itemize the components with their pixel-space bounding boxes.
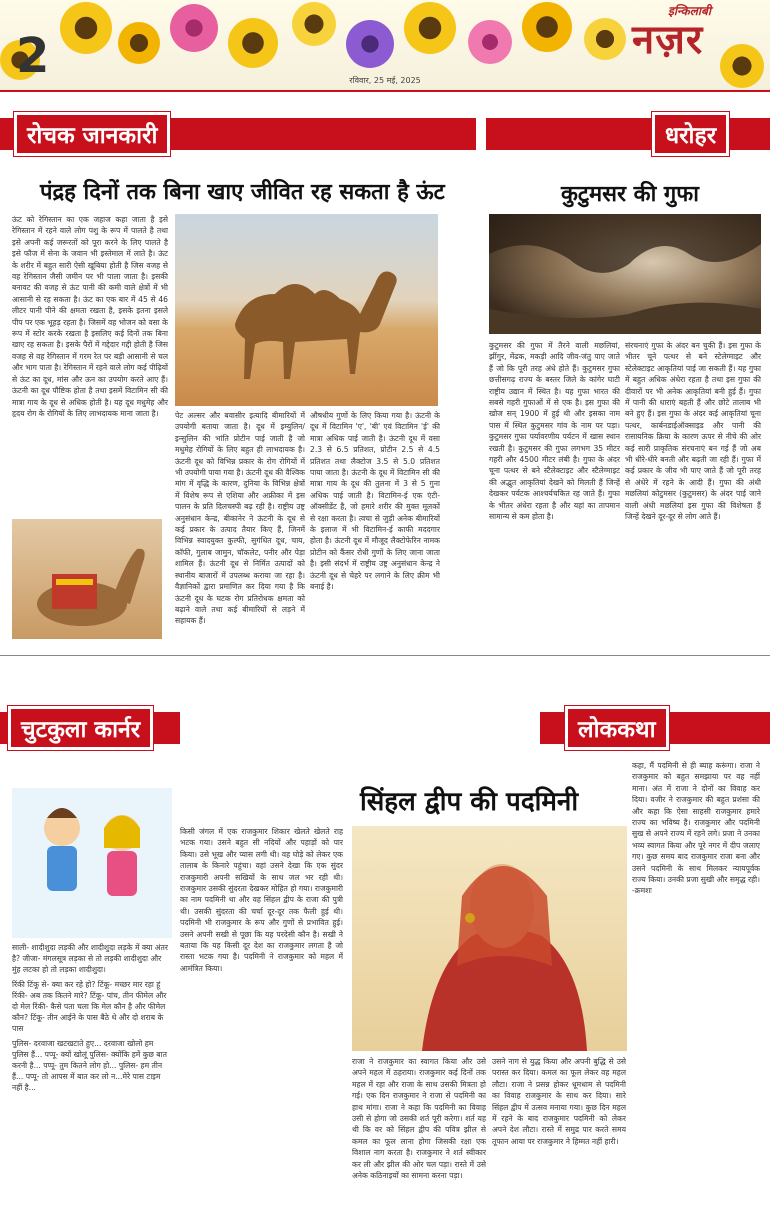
masthead-title: नज़र <box>632 17 704 63</box>
camel-seated-photo <box>12 519 162 639</box>
cave-photo <box>489 214 761 334</box>
section-rule <box>0 655 770 656</box>
cave-col1: कुटुमसर की गुफा में तैरने वाली मछलियां, झींगुर, मेंढक, मकड़ी आदि जीव-जंतु पाए जाते हैं जो कि पूरी तरह अंधे होते हैं। कुटुमसर गुफा छत्तीसगढ़ राज्य के बस्तर जिले के कांगेर घाटी राष्ट्रीय उद्यान में स्थित है। यह गुफा भारत की सबसे गहरी गुफाओं में से एक है। इस गुफा की खोज सन् 1900 में हुई थी और इसका नाम पास में स्थित कुटुमसर गांव के नाम पर पड़ा। कुटुमसर गुफा पर्यावरणीय पर्यटन में खास स्थान रखती है। कुटुमसर की गुफा लगभग 35 मीटर गहरी और 4500 मीटर लंबी है। गुफा के अंदर चूना पत्थर से बने स्टैलेक्टाइट और स्टैलेग्माइट की अद्भुत आकृतियां देखने को मिलती हैं जिन्हें देखकर पर्यटक आश्चर्यचकित रह जाते हैं। गुफा के भीतर अंधेरा रहता है और यहां का तापमान सामान्य से कम होता है। <box>489 341 620 522</box>
padmini-col1: किसी जंगल में एक राजकुमार शिकार खेलते खेलते राह भटक गया। उसने बहुत सी नदियों और पहाड़ों को पार किया। उसे भूख और प्यास लगी थी। वह घोड़े को लेकर एक तालाब के किनारे पहुंचा। वहां उसने देखा कि एक सुंदर राजकुमारी अपनी सखियों के साथ जल भर रही थी। राजकुमार उसकी सुंदरता देखकर मोहित हो गया। राजकुमारी का नाम पदमिनी था और वह सिंहल द्वीप के राजा की पुत्री थी। उसकी सुंदरता की चर्चा दूर-दूर तक फैली हुई थी। पदमिनी भी राजकुमार के रूप और गुणों से प्रभावित हुई। उसने अपनी सखी से पूछा कि यह परदेसी कौन है। सखी ने बताया कि यह किसी दूर देश का राजकुमार लगता है जो रास्ता भटक गया है। पदमिनी ने राजकुमार को महल में आमंत्रित किया। <box>180 827 343 973</box>
camel-col1: ऊंट को रेगिस्तान का एक जहाज कहा जाता है इसे रेगिस्तान में रहने वाले लोग पशु के रूप में पालते है तथा इसे अपनी कई जरूरतों को पूरा करने के लिए पालते है इसे फौज में सेना के जवान भी इस्तेमाल में लाते है। ऊंट के शरीर में बहुत सारी ऐसी खूबिया होती है जिस वजह से वह रेगिस्तान जैसी जमीन पर भी पाला जाता है। इसकी बनावट की वजह से ऊंट पानी की कमी वाले क्षेत्रों में भी आसानी से रह सकता है। ऊंट का एक बार में 45 से 46 लीटर पानी पीने की क्षमता रखता है, इसके इतना इसले पीप पर एक भूहड़ रहता है। जिसमें वह भोजन को वसा के रूप में स्टोर करके रखता है इसलिए कई दिनों तक बिना खाए रह सकता है। इसके पैरों में गद्देदार गद्दी होती है जिस वजह से वह रेगिस्तान में गरम रेत पर बड़ी आसानी से चल और भाग पाता है। रेगिस्तान में रहने वाले लोग कई पीढ़ियों से ऊंट का दूध, मांस और ऊन का उपयोग करते आए हैं। ऊंटनी का दूध पौष्टिक होता है तथा इसमें विटामिन सी की मात्रा गाय के दूध से अधिक होती है। यह दूध मधुमेह और हृदय रोग के रोगियों के लिए लाभदायक माना जाता है। <box>12 215 168 418</box>
joke-1: साली- शादीशुदा लड़की और शादीशुदा लड़के में क्या अंतर है? जीजा- मंगलसूत्र लड़का से तो लड़की शादीशुदा और मुंह लटका हो तो लड़का शादीशुदा। <box>12 943 168 974</box>
joke-3: पुलिस- दरवाजा खटखटाते हुए... दरवाजा खोलो हम पुलिस हैं... पप्पू- क्यों खोलूं पुलिस- क्योंकि हमें कुछ बात करनी है... पप्पू- तुम कितने लोग हो... पुलिस- हम तीन हैं... पप्पू- तो आपस में बात कर लो न...मेरे पास टाइम नहीं है... <box>12 1039 167 1092</box>
cave-col2: संरचनाएं गुफा के अंदर बन चुकी हैं। इस गुफा के भीतर चूने पत्थर से बने स्टेलेग्माइट और स्टेलेक्टाइट आकृतियां पाई जा सकती हैं। यह गुफा में बहुत अधिक अंधेरा रहता है तथा इस गुफा की दीवारों पर भी अनेक आकृतियां बनी हुई हैं। गुफा में पानी की धाराएं बहती हैं और छोटे तालाब भी बने हुए हैं। इस गुफा के अंदर कई आकृतियां चूना पत्थर, कार्बनडाईऑक्साइड और पानी की रासायनिक क्रिया के कारण ऊपर से नीचे की ओर कई सारी प्राकृतिक संरचनाएं बन गई हैं जो अब भी धीरे-धीरे बनती और बढ़ती जा रही हैं। गुफा में कई प्रकार के जीव भी पाए जाते हैं जो पूरी तरह से अंधेरे में रहने के आदी हैं। गुफा की अंधी मछलियां कोटुमसर (कुटुमसर) के अंदर पाई जाने वाली अंधी मछलियां इस गुफा की विशेषता हैं जिन्हें देखने दूर-दूर से लोग आते हैं। <box>625 341 761 522</box>
padmini-painting <box>352 826 627 1051</box>
dateline: रविवार, 25 मई, 2025 <box>349 76 421 85</box>
section-chutkula: चुटकुला कार्नर <box>8 706 153 750</box>
camel-col2: पेट अल्सर और बवासीर इत्यादि बीमारियों में उपयोगी बताया जाता है। दूध में इम्युलिन/इन्सुलिन की भांति प्रोटीन पाई जाती है जो मधुमेह रोगियों के लिए बहुत ही लाभदायक है। ऊंटनी दूध को विभिन्न प्रकार के रोग रोगियों में भी उपयोगी पाया गया है। ऊंटनी दूध की वैश्विक मांग में वृद्धि के कारण, दुनिया के विभिन्न क्षेत्रों में विशेष रूप से एशिया और अफ्रीका में इस पालन के प्रति दिलचस्पी बढ़ रही है। राष्ट्रीय उष्ट्र अनुसंधान केन्द्र, बीकानेर ने ऊंटनी के दूध से कई प्रकार के उत्पाद तैयार किए हैं, जिनमें विभिन्न स्वादयुक्त कुल्फी, सुगंधित दूध, चाय, कॉफी, गुलाब जामुन, चॉकलेट, पनीर और पेड़ा शामिल हैं। ऊंटनी दूध से निर्मित उत्पादों को स्थानीय बाजारों में उपलब्ध कराया जा रहा है। वैज्ञानिकों द्वारा प्रमाणित कर दिया गया है कि ऊंटनी दूध के घटक रोग प्रतिरोधक क्षमता को बढ़ाने वाले तथा कई बीमारियों से लड़ने में सहायक हैं। <box>175 411 305 626</box>
cave-headline: कुटुमसर की गुफा <box>561 182 699 207</box>
camel-photo <box>175 214 438 406</box>
camel-headline: पंद्रह दिनों तक बिना खाए जीवित रह सकता है ऊंट <box>40 180 445 205</box>
section-lokkatha: लोककथा <box>565 706 669 750</box>
section-dharohar: धरोहर <box>652 112 729 156</box>
padmini-col3: उसने नाग से युद्ध किया और अपनी बुद्धि से उसे परास्त कर दिया। कमल का फूल लेकर वह महल लौटा। राजा ने प्रसन्न होकर धूमधाम से पदमिनी का विवाह राजकुमार के साथ कर दिया। सारे सिंहल द्वीप में उत्सव मनाया गया। कुछ दिन महल में रहने के बाद राजकुमार पदमिनी को लेकर अपने देश लौटा। रास्ते में समुद्र पार करते समय तूफान आया पर राजकुमार ने हिम्मत नहीं हारी। <box>492 1057 626 1146</box>
padmini-headline: सिंहल द्वीप की पदमिनी <box>360 787 579 817</box>
section-rochak: रोचक जानकारी <box>14 112 170 156</box>
padmini-col2: राजा ने राजकुमार का स्वागत किया और उसे अपने महल में ठहराया। राजकुमार कई दिनों तक महल में रहा और राजा के साथ उसकी मित्रता हो गई। एक दिन राजकुमार ने राजा से पदमिनी का हाथ मांगा। राजा ने कहा कि पदमिनी का विवाह उसी से होगा जो उसकी शर्त पूरी करेगा। शर्त यह थी कि वर को सिंहल द्वीप की पवित्र झील से कमल का फूल लाना होगा जिसकी रक्षा एक विशाल नाग करता है। राजकुमार ने शर्त स्वीकार कर ली और झील की ओर चल पड़ा। रास्ते में उसे अनेक कठिनाइयों का सामना करना पड़ा। <box>352 1057 486 1181</box>
padmini-col4: कहा, मैं पदमिनी से ही ब्याह करूंगा। राजा ने राजकुमार को बहुत समझाया पर वह नहीं माना। अंत में राजा ने दोनों का विवाह कर दिया। वजीर ने राजकुमार की बहुत प्रशंसा की और कहा कि ऐसा साहसी राजकुमार हमारे राज्य का भविष्य है। राजकुमार और पदमिनी सुख से अपने राज्य में रहने लगे। प्रजा ने उनका भव्य स्वागत किया और पूरे नगर में दीप जलाए गए। कुछ समय बाद राजकुमार राजा बना और उसने पदमिनी के साथ मिलकर न्यायपूर्वक राज्य किया। उनकी प्रजा सुखी और समृद्ध रही। -क्रमशः <box>632 761 760 896</box>
page-number: 2 <box>16 28 50 84</box>
joke-2: रिंकी टिंकू से- क्या कर रहे हो? टिंकू- मच्छर मार रहा हूं रिंकी- अब तक कितने मारे? टिंकू- पांच, तीन फीमेल और दो मेल रिंकी- कैसे पता चला कि मेल कौन है और फीमेल कौन? टिंकू- तीन आईने के पास बैठे थे और दो शराब के पास <box>12 980 167 1033</box>
header-rule <box>0 90 770 92</box>
masthead-tagline: इन्किलाबी <box>668 4 711 18</box>
jokes-block <box>12 942 172 1097</box>
cartoon-illustration <box>12 788 172 938</box>
camel-col3: औषधीय गुणों के लिए किया गया है। ऊंटनी के दूध में विटामिन 'ए', 'बी' एवं विटामिन 'ई' की मात्रा अधिक पाई जाती है। ऊंटनी दूध में वसा 2.3 से 6.5 प्रतिशत, प्रोटीन 2.5 से 4.5 प्रतिशत तथा लैक्टोज 3.5 से 5.0 प्रतिशत पाया जाता है। ऊंटनी के दूध में विटामिन सी की मात्रा गाय के दूध की तुलना में 3 से 5 गुना अधिक पाई जाती है। विटामिन-ई एक एंटी-ऑक्सीडेंट है, जो हमारे शरीर की मुक्त मूलकों से रक्षा करता है। त्वचा से जुड़ी अनेक बीमारियों के इलाज में भी विटामिन-ई काफी मददगार होता है। ऊंटनी दूध में मौजूद लैक्टोफेरिन नामक प्रोटीन को कैंसर रोधी गुणों के लिए जाना जाता है। इसी संदर्भ में राष्ट्रीय उष्ट्र अनुसंधान केन्द्र ने ऊंटनी दूध से चेहरे पर लगाने के लिए क्रीम भी बनाई है। <box>310 411 440 592</box>
